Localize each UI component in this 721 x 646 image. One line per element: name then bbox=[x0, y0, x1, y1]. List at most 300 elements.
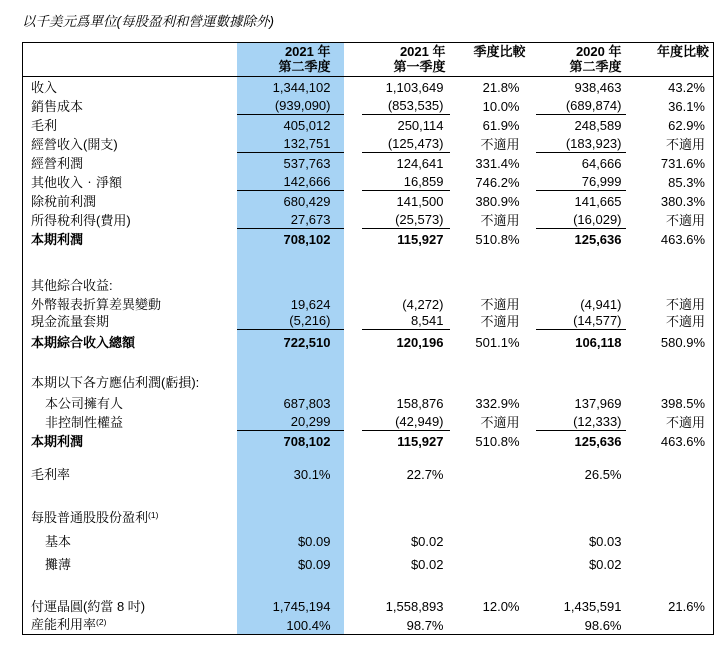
value-cell bbox=[237, 391, 344, 412]
value-cell bbox=[237, 463, 344, 483]
header-qoq-comparison: 季度比較 bbox=[450, 43, 528, 77]
row-label bbox=[23, 450, 237, 463]
table-row bbox=[23, 391, 714, 412]
cell-value: 12.0% bbox=[482, 598, 520, 614]
value-cell bbox=[237, 615, 344, 635]
value-cell bbox=[528, 172, 626, 191]
value-cell bbox=[237, 313, 344, 330]
header-2021-q2 bbox=[237, 43, 344, 77]
cell-value: 不適用 bbox=[480, 136, 520, 152]
value-cell bbox=[528, 483, 626, 509]
value-cell bbox=[528, 272, 626, 294]
cell-value: 21.6% bbox=[668, 598, 705, 614]
row-label bbox=[23, 509, 237, 527]
row-label bbox=[23, 153, 237, 172]
value-cell bbox=[450, 615, 528, 635]
value-cell bbox=[344, 294, 450, 313]
table-row bbox=[23, 431, 714, 450]
value-cell bbox=[344, 573, 450, 592]
row-label-text: 毛利率 bbox=[31, 466, 71, 482]
value-cell bbox=[344, 313, 450, 330]
cell-value: 125,636 bbox=[574, 433, 622, 449]
cell-value: 不適用 bbox=[665, 313, 705, 329]
value-cell bbox=[237, 351, 344, 371]
table-row bbox=[23, 229, 714, 248]
cell-value: 106,118 bbox=[575, 334, 622, 350]
cell-value: 76,999 bbox=[536, 174, 626, 191]
value-cell bbox=[528, 77, 626, 96]
value-cell bbox=[450, 592, 528, 615]
value-cell bbox=[626, 172, 714, 191]
value-cell bbox=[344, 229, 450, 248]
value-cell bbox=[528, 134, 626, 153]
value-cell bbox=[528, 191, 626, 210]
table-row bbox=[23, 527, 714, 550]
cell-value: (4,941) bbox=[580, 296, 622, 312]
spacer-row bbox=[23, 248, 714, 272]
row-label bbox=[23, 294, 237, 313]
cell-value: 不適用 bbox=[665, 296, 705, 312]
value-cell bbox=[344, 412, 450, 431]
value-cell bbox=[626, 371, 714, 391]
spacer-row bbox=[23, 483, 714, 509]
value-cell bbox=[626, 431, 714, 450]
cell-value: 1,435,591 bbox=[563, 598, 622, 614]
value-cell bbox=[626, 592, 714, 615]
cell-value: 64,666 bbox=[581, 155, 622, 171]
value-cell bbox=[237, 272, 344, 294]
header-quarter: 第一季度 bbox=[393, 59, 446, 74]
spacer-row bbox=[23, 573, 714, 592]
header-2021-q1 bbox=[344, 43, 450, 77]
value-cell bbox=[344, 272, 450, 294]
cell-value: 250,114 bbox=[397, 117, 444, 133]
row-label bbox=[23, 483, 237, 509]
value-cell bbox=[528, 550, 626, 573]
value-cell bbox=[528, 229, 626, 248]
cell-value: (25,573) bbox=[362, 212, 450, 229]
spacer-row bbox=[23, 351, 714, 371]
row-label-text: 經營收入(開支) bbox=[31, 136, 118, 152]
value-cell bbox=[626, 615, 714, 635]
table-row bbox=[23, 191, 714, 210]
row-label bbox=[23, 272, 237, 294]
value-cell bbox=[626, 210, 714, 229]
value-cell bbox=[450, 527, 528, 550]
value-cell bbox=[450, 294, 528, 313]
cell-value: 731.6% bbox=[660, 155, 705, 171]
table-row bbox=[23, 96, 714, 115]
cell-value: $0.09 bbox=[297, 556, 331, 572]
cell-value: 398.5% bbox=[660, 395, 705, 411]
cell-value: 22.7% bbox=[406, 466, 444, 482]
cell-value: 62.9% bbox=[668, 117, 705, 133]
row-label-text: 基本 bbox=[45, 533, 72, 549]
table-row bbox=[23, 172, 714, 191]
value-cell bbox=[237, 115, 344, 134]
value-cell bbox=[237, 330, 344, 351]
cell-value: 680,429 bbox=[283, 193, 331, 209]
value-cell bbox=[528, 431, 626, 450]
footnote-ref: (2) bbox=[96, 617, 107, 627]
value-cell bbox=[237, 450, 344, 463]
row-label-text: 所得稅利得(費用) bbox=[31, 212, 131, 228]
cell-value: 不適用 bbox=[665, 212, 705, 228]
cell-value: 不適用 bbox=[665, 136, 705, 152]
cell-value: 30.1% bbox=[293, 466, 331, 482]
value-cell bbox=[344, 77, 450, 96]
value-cell bbox=[450, 450, 528, 463]
value-cell bbox=[344, 431, 450, 450]
value-cell bbox=[450, 191, 528, 210]
cell-value: 746.2% bbox=[475, 174, 520, 190]
value-cell bbox=[626, 550, 714, 573]
section-header-row bbox=[23, 371, 714, 391]
cell-value: 1,558,893 bbox=[385, 598, 444, 614]
value-cell bbox=[450, 77, 528, 96]
row-label bbox=[23, 391, 237, 412]
header-row bbox=[23, 43, 714, 77]
cell-value: 8,541 bbox=[362, 313, 450, 330]
cell-value: 16,859 bbox=[362, 174, 450, 191]
value-cell bbox=[344, 509, 450, 527]
row-label-text: 産能利用率 bbox=[31, 617, 97, 632]
value-cell bbox=[528, 592, 626, 615]
value-cell bbox=[344, 592, 450, 615]
value-cell bbox=[626, 96, 714, 115]
value-cell bbox=[237, 210, 344, 229]
row-label-text: 外幣報表折算差異變動 bbox=[31, 296, 162, 312]
header-year: 2021 年 bbox=[284, 44, 331, 59]
row-label-text: 銷售成本 bbox=[31, 98, 84, 114]
cell-value: 19,624 bbox=[290, 296, 331, 312]
row-label bbox=[23, 330, 237, 351]
value-cell bbox=[450, 509, 528, 527]
value-cell bbox=[344, 550, 450, 573]
value-cell bbox=[626, 483, 714, 509]
value-cell bbox=[450, 96, 528, 115]
row-label-text: 本公司擁有人 bbox=[45, 395, 124, 411]
value-cell bbox=[450, 391, 528, 412]
cell-value: 380.9% bbox=[475, 193, 520, 209]
row-label bbox=[23, 573, 237, 592]
value-cell bbox=[528, 153, 626, 172]
table-row bbox=[23, 463, 714, 483]
value-cell bbox=[626, 115, 714, 134]
value-cell bbox=[626, 77, 714, 96]
value-cell bbox=[237, 134, 344, 153]
value-cell bbox=[528, 96, 626, 115]
cell-value: 98.6% bbox=[584, 618, 622, 633]
value-cell bbox=[237, 483, 344, 509]
value-cell bbox=[344, 115, 450, 134]
cell-value: 708,102 bbox=[283, 231, 331, 247]
spacer-row bbox=[23, 450, 714, 463]
value-cell bbox=[528, 294, 626, 313]
value-cell bbox=[450, 371, 528, 391]
cell-value: (12,333) bbox=[536, 414, 626, 431]
value-cell bbox=[626, 313, 714, 330]
row-label bbox=[23, 527, 237, 550]
value-cell bbox=[528, 509, 626, 527]
cell-value: 10.0% bbox=[482, 98, 520, 114]
section-header-row bbox=[23, 509, 714, 527]
cell-value: (42,949) bbox=[362, 414, 450, 431]
row-label bbox=[23, 371, 237, 391]
row-label bbox=[23, 134, 237, 153]
value-cell bbox=[528, 351, 626, 371]
value-cell bbox=[344, 248, 450, 272]
value-cell bbox=[528, 450, 626, 463]
value-cell bbox=[450, 573, 528, 592]
value-cell bbox=[344, 527, 450, 550]
value-cell bbox=[344, 463, 450, 483]
value-cell bbox=[450, 134, 528, 153]
row-label-text: 毛利 bbox=[31, 117, 58, 133]
row-label bbox=[23, 592, 237, 615]
table-row bbox=[23, 313, 714, 330]
value-cell bbox=[626, 134, 714, 153]
value-cell bbox=[344, 391, 450, 412]
value-cell bbox=[626, 272, 714, 294]
row-label-text: 本期以下各方應佔利潤(虧損): bbox=[31, 374, 200, 390]
cell-value: 132,751 bbox=[237, 136, 344, 153]
cell-value: 248,589 bbox=[574, 117, 622, 133]
table-row bbox=[23, 550, 714, 573]
header-quarter: 第二季度 bbox=[278, 59, 331, 74]
cell-value: 26.5% bbox=[584, 466, 622, 482]
cell-value: 20,299 bbox=[237, 414, 344, 431]
value-cell bbox=[450, 272, 528, 294]
row-label bbox=[23, 351, 237, 371]
value-cell bbox=[626, 191, 714, 210]
cell-value: $0.09 bbox=[297, 533, 331, 549]
value-cell bbox=[237, 550, 344, 573]
value-cell bbox=[626, 330, 714, 351]
header-yoy-comparison: 年度比較 bbox=[626, 43, 714, 77]
cell-value: (125,473) bbox=[362, 136, 450, 153]
cell-value: 938,463 bbox=[574, 79, 622, 95]
value-cell bbox=[528, 412, 626, 431]
row-label bbox=[23, 77, 237, 96]
row-label bbox=[23, 412, 237, 431]
header-label-cell bbox=[23, 43, 237, 77]
row-label-text: 其他收入‧淨額 bbox=[31, 174, 123, 190]
value-cell bbox=[450, 313, 528, 330]
value-cell bbox=[237, 371, 344, 391]
header-2020-q2 bbox=[528, 43, 626, 77]
row-label-text: 非控制性權益 bbox=[45, 414, 124, 430]
value-cell bbox=[528, 391, 626, 412]
row-label-text: 除稅前利潤 bbox=[31, 193, 97, 209]
cell-value: $0.02 bbox=[588, 556, 622, 572]
value-cell bbox=[450, 248, 528, 272]
value-cell bbox=[237, 77, 344, 96]
value-cell bbox=[450, 431, 528, 450]
row-label-text: 經營利潤 bbox=[31, 155, 84, 171]
cell-value: 不適用 bbox=[480, 313, 520, 329]
value-cell bbox=[626, 450, 714, 463]
table-row bbox=[23, 77, 714, 96]
row-label bbox=[23, 463, 237, 483]
value-cell bbox=[626, 573, 714, 592]
cell-value: 不適用 bbox=[480, 296, 520, 312]
value-cell bbox=[528, 463, 626, 483]
cell-value: 21.8% bbox=[482, 79, 520, 95]
cell-value: 不適用 bbox=[480, 212, 520, 228]
cell-value: (14,577) bbox=[536, 313, 626, 330]
value-cell bbox=[344, 351, 450, 371]
row-label-text: 付運晶圓(約當 8 吋) bbox=[31, 598, 146, 614]
row-label bbox=[23, 229, 237, 248]
value-cell bbox=[528, 527, 626, 550]
row-label bbox=[23, 248, 237, 272]
header-year: 2020 年 bbox=[575, 44, 622, 59]
cell-value: 124,641 bbox=[396, 155, 444, 171]
row-label-text: 攤薄 bbox=[45, 556, 72, 572]
cell-value: 331.4% bbox=[475, 155, 520, 171]
table-row bbox=[23, 592, 714, 615]
value-cell bbox=[528, 115, 626, 134]
value-cell bbox=[626, 153, 714, 172]
value-cell bbox=[344, 153, 450, 172]
row-label-text: 其他綜合收益: bbox=[31, 277, 113, 293]
value-cell bbox=[344, 172, 450, 191]
value-cell bbox=[344, 371, 450, 391]
cell-value: 61.9% bbox=[482, 117, 520, 133]
cell-value: 463.6% bbox=[660, 433, 705, 449]
value-cell bbox=[626, 527, 714, 550]
cell-value: 36.1% bbox=[668, 98, 705, 114]
row-label bbox=[23, 210, 237, 229]
cell-value: 708,102 bbox=[283, 433, 331, 449]
cell-value: 510.8% bbox=[475, 231, 520, 247]
table-row bbox=[23, 153, 714, 172]
header-year: 2021 年 bbox=[399, 44, 446, 59]
cell-value: 332.9% bbox=[475, 395, 520, 411]
cell-value: 不適用 bbox=[480, 414, 520, 430]
value-cell bbox=[344, 210, 450, 229]
value-cell bbox=[237, 229, 344, 248]
cell-value: 27,673 bbox=[237, 212, 344, 229]
value-cell bbox=[626, 509, 714, 527]
cell-value: (5,216) bbox=[237, 313, 344, 330]
value-cell bbox=[626, 248, 714, 272]
value-cell bbox=[626, 412, 714, 431]
table-row bbox=[23, 615, 714, 635]
cell-value: 405,012 bbox=[283, 117, 331, 133]
row-label-text: 現金流量套期 bbox=[31, 313, 110, 329]
value-cell bbox=[237, 431, 344, 450]
section-header-row bbox=[23, 272, 714, 294]
row-label-text: 本期利潤 bbox=[31, 231, 84, 247]
row-label bbox=[23, 550, 237, 573]
value-cell bbox=[626, 351, 714, 371]
value-cell bbox=[528, 210, 626, 229]
cell-value: (16,029) bbox=[536, 212, 626, 229]
value-cell bbox=[528, 573, 626, 592]
value-cell bbox=[450, 153, 528, 172]
value-cell bbox=[237, 96, 344, 115]
cell-value: 158,876 bbox=[396, 395, 444, 411]
cell-value: (689,874) bbox=[536, 98, 626, 115]
cell-value: 115,927 bbox=[397, 231, 444, 247]
cell-value: 120,196 bbox=[396, 334, 444, 350]
cell-value: 43.2% bbox=[668, 79, 705, 95]
row-label-text: 本期利潤 bbox=[31, 433, 84, 449]
value-cell bbox=[528, 330, 626, 351]
table-row bbox=[23, 210, 714, 229]
table-row bbox=[23, 115, 714, 134]
row-label-text: 收入 bbox=[31, 79, 58, 95]
value-cell bbox=[237, 248, 344, 272]
table-row bbox=[23, 330, 714, 351]
cell-value: 115,927 bbox=[397, 433, 444, 449]
cell-value: $0.03 bbox=[588, 533, 622, 549]
row-label-text: 本期綜合收入總額 bbox=[31, 334, 136, 350]
value-cell bbox=[344, 330, 450, 351]
cell-value: 510.8% bbox=[475, 433, 520, 449]
cell-value: 687,803 bbox=[283, 395, 331, 411]
table-row bbox=[23, 412, 714, 431]
value-cell bbox=[344, 191, 450, 210]
value-cell bbox=[344, 615, 450, 635]
value-cell bbox=[344, 483, 450, 509]
value-cell bbox=[528, 371, 626, 391]
cell-value: 1,745,194 bbox=[272, 598, 331, 614]
value-cell bbox=[237, 294, 344, 313]
page-title: 以千美元爲單位(每股盈利和營運數據除外) bbox=[22, 14, 274, 29]
value-cell bbox=[450, 550, 528, 573]
cell-value: $0.02 bbox=[410, 533, 444, 549]
cell-value: 142,666 bbox=[237, 174, 344, 191]
value-cell bbox=[450, 463, 528, 483]
cell-value: 125,636 bbox=[574, 231, 622, 247]
cell-value: (4,272) bbox=[402, 296, 444, 312]
row-label bbox=[23, 96, 237, 115]
row-label bbox=[23, 191, 237, 210]
value-cell bbox=[528, 313, 626, 330]
cell-value: 1,103,649 bbox=[385, 79, 444, 95]
cell-value: 1,344,102 bbox=[272, 79, 331, 95]
value-cell bbox=[450, 210, 528, 229]
value-cell bbox=[450, 351, 528, 371]
cell-value: (853,535) bbox=[362, 98, 450, 115]
value-cell bbox=[344, 96, 450, 115]
row-label bbox=[23, 172, 237, 191]
value-cell bbox=[237, 592, 344, 615]
value-cell bbox=[626, 463, 714, 483]
value-cell bbox=[344, 134, 450, 153]
value-cell bbox=[237, 191, 344, 210]
cell-value: 463.6% bbox=[660, 231, 705, 247]
cell-value: 141,665 bbox=[574, 193, 622, 209]
cell-value: 501.1% bbox=[475, 334, 520, 350]
value-cell bbox=[450, 229, 528, 248]
cell-value: 不適用 bbox=[665, 414, 705, 430]
value-cell bbox=[450, 330, 528, 351]
cell-value: (183,923) bbox=[536, 136, 626, 153]
value-cell bbox=[237, 172, 344, 191]
table-row bbox=[23, 294, 714, 313]
cell-value: 141,500 bbox=[396, 193, 444, 209]
cell-value: 380.3% bbox=[660, 193, 705, 209]
value-cell bbox=[450, 412, 528, 431]
value-cell bbox=[528, 615, 626, 635]
header-quarter: 第二季度 bbox=[569, 59, 622, 74]
value-cell bbox=[450, 115, 528, 134]
value-cell bbox=[450, 172, 528, 191]
